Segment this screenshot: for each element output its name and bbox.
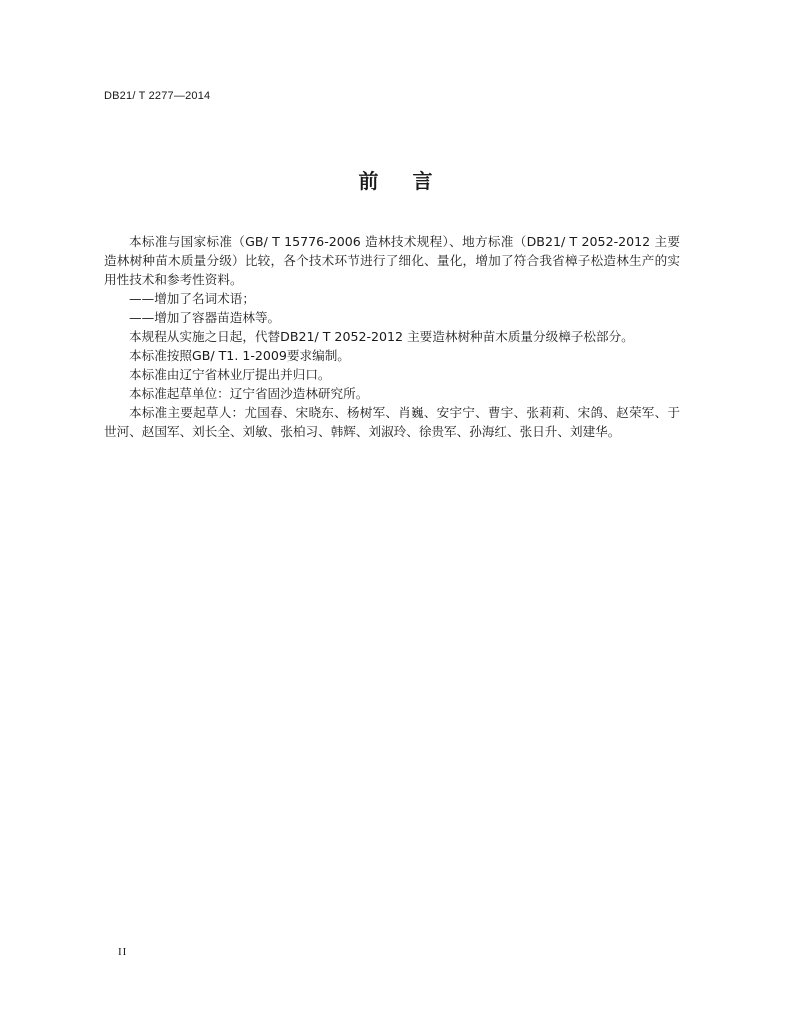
- document-code: DB21/ T 2277—2014: [104, 90, 211, 102]
- paragraph-replacement: 本规程从实施之日起，代替DB21/ T 2052-2012 主要造林树种苗木质量分级樟子松部分。: [129, 329, 634, 344]
- paragraph-proposer: 本标准由辽宁省林业厅提出并归口。: [129, 367, 331, 382]
- paragraph-drafting-unit: 本标准起草单位：辽宁省固沙造林研究所。: [129, 386, 369, 401]
- paragraph-drafting-rule: 本标准按照GB/ T1. 1-2009要求编制。: [129, 348, 350, 363]
- foreword-body: [104, 232, 680, 441]
- paragraph-added-terms: ——增加了名词术语；: [129, 291, 255, 306]
- section-title: 前言: [358, 169, 467, 193]
- page-number: II: [118, 946, 128, 958]
- paragraph-comparison: 本标准与国家标准（GB/ T 15776-2006 造林技术规程）、地方标准（DB21/ T 2052-2012 主要造林树种苗木质量分级）比较，各个技术环节进行了细化、量化，增加了符合我省樟子松造林生产的实用性技术和参考性资料。: [104, 234, 680, 287]
- paragraph-drafters: 本标准主要起草人：尤国春、宋晓东、杨树军、肖巍、安宇宁、曹宇、张莉莉、宋鸽、赵荣军、于世河、赵国军、刘长全、刘敏、张柏习、韩辉、刘淑玲、徐贵军、孙海红、张日升、刘建华。: [104, 405, 680, 439]
- paragraph-added-container: ——增加了容器苗造林等。: [129, 310, 281, 325]
